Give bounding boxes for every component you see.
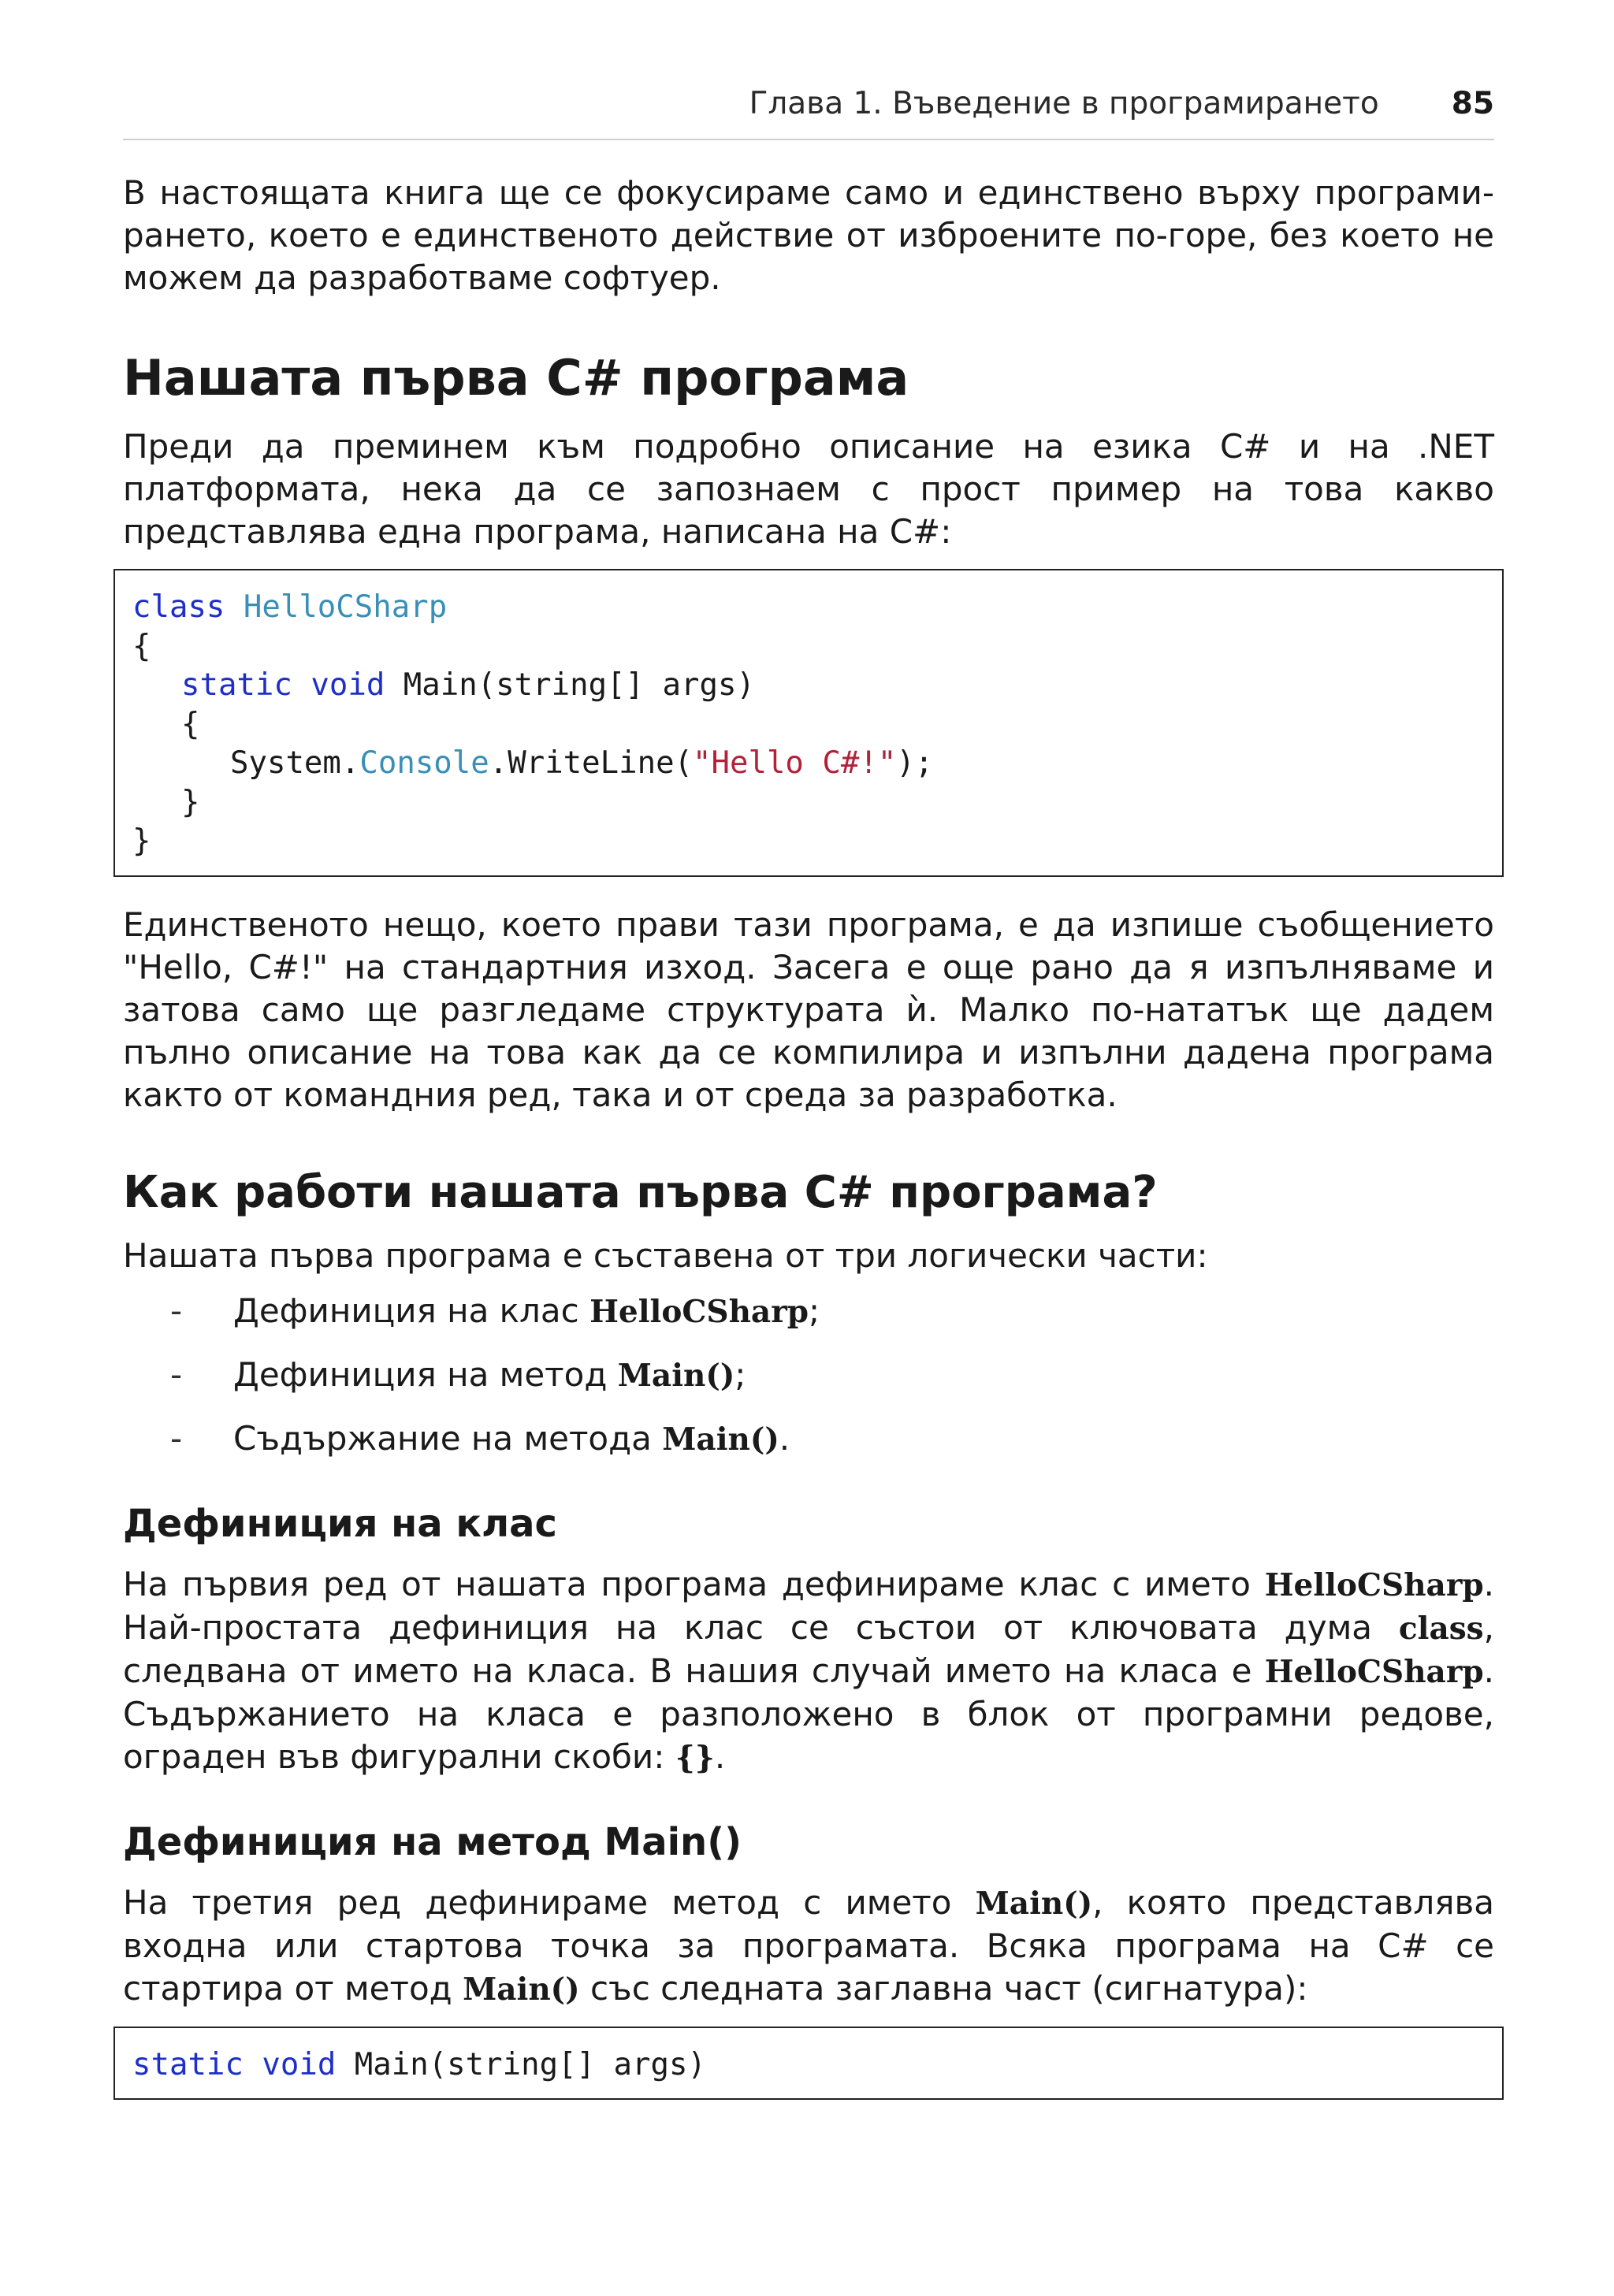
code-keyword: void — [311, 667, 385, 703]
inline-code: Main() — [975, 1885, 1093, 1922]
intro-paragraph: В настоящата книга ще се фокусираме само и единствено върху програми-рането, което е единственото действие от изброените по-горе, без което не можем да разработваме софтуер. — [123, 173, 1494, 297]
list-item-text: Дефиниция на клас HelloCSharp; — [233, 1291, 820, 1330]
section-title-first-program: Нашата първа C# програма — [123, 349, 909, 407]
code-string-literal: "Hello C#!" — [693, 745, 897, 781]
code-line-6: } — [181, 784, 200, 820]
subsection-title-class-definition: Дефиниция на клас — [123, 1501, 557, 1546]
list-item — [123, 1290, 1494, 1333]
section-title-how-it-works: Как работи нашата първа C# програма? — [123, 1166, 1158, 1218]
inline-code: Main() — [463, 1971, 580, 2008]
main-method-paragraph: На третия ред дефинираме метод с името Main(), която представлява входна или стартова точка за програмата. Всяка програма на C# се стартира от метод Main() със следната заглавна част (сигнатура): — [123, 1882, 1494, 2008]
inline-code: class — [1398, 1610, 1484, 1647]
code-line-4: { — [181, 706, 200, 742]
list-item-text: Дефиниция на метод Main(); — [233, 1354, 746, 1394]
class-definition-paragraph: На първия ред от нашата програма дефинираме клас с името HelloCSharp. Най-простата дефиниция на клас се състои от ключовата дума class, следвана от името на класа. В нашия случай името на класа е HelloCSharp. Съдържанието на класа е разположено в блок от програмни редове, ограден във фигурални скоби: {}. — [123, 1564, 1494, 1776]
code-keyword: void — [262, 2046, 337, 2082]
inline-code: {} — [675, 1739, 715, 1776]
list-item — [123, 1354, 1494, 1397]
inline-code: Main() — [662, 1421, 779, 1458]
code-block-main-signature — [113, 2027, 1504, 2101]
code-keyword: static — [181, 667, 292, 703]
code-line-3 — [132, 666, 1485, 705]
code-line-2: { — [132, 628, 151, 664]
list-dash: - — [170, 1418, 183, 1458]
inline-code: HelloCSharp — [1264, 1566, 1484, 1603]
code-block-hello-csharp — [113, 569, 1504, 877]
code-method-signature: Main(string[] args) — [403, 667, 755, 703]
code-line-1 — [132, 588, 1485, 627]
subsection-title-main-method: Дефиниция на метод Main() — [123, 1819, 742, 1864]
logical-parts-list — [123, 1290, 1494, 1461]
running-header — [123, 0, 1494, 140]
chapter-title: Глава 1. Въведение в програмирането — [749, 86, 1379, 121]
code-call: .WriteLine( — [489, 745, 694, 781]
list-dash: - — [170, 1354, 183, 1394]
section-first-program-paragraph: Преди да преминем към подробно описание на езика C# и на .NET платформата, нека да се запознаем с прост пример на това какво представлява една програма, написана на C#: — [123, 427, 1494, 551]
code-line-7: } — [132, 823, 151, 859]
code-line-5 — [132, 744, 1485, 783]
inline-code: Main() — [617, 1357, 735, 1394]
code-method-signature: Main(string[] args) — [354, 2046, 706, 2082]
code-type-console: Console — [359, 745, 489, 781]
inline-code: HelloCSharp — [1264, 1653, 1484, 1690]
list-item-text: Съдържание на метода Main(). — [233, 1418, 790, 1458]
list-dash: - — [170, 1291, 183, 1330]
code-class-name: HelloCSharp — [243, 589, 448, 625]
code-keyword: class — [132, 589, 225, 625]
code-namespace: System. — [230, 745, 360, 781]
list-item — [123, 1417, 1494, 1461]
code-line-1 — [132, 2045, 1485, 2085]
inline-code: HelloCSharp — [589, 1293, 809, 1330]
page-number: 85 — [1451, 86, 1494, 121]
paragraph-after-code: Единственото нещо, което прави тази програма, е да изпише съобщението "Hello, C#!" на стандартния изход. Засега е още рано да я изпълняваме и затова само ще разгледаме структурата ѝ. Малко по-нататък ще дадем пълно описание на това как да се компилира и изпълни дадена програма както от командния ред, така и от среда за разработка. — [123, 905, 1494, 1114]
section-how-it-works-paragraph: Нашата първа програма е съставена от три логически части: — [123, 1235, 1208, 1275]
code-keyword: static — [132, 2046, 244, 2082]
code-call-end: ); — [896, 745, 934, 781]
